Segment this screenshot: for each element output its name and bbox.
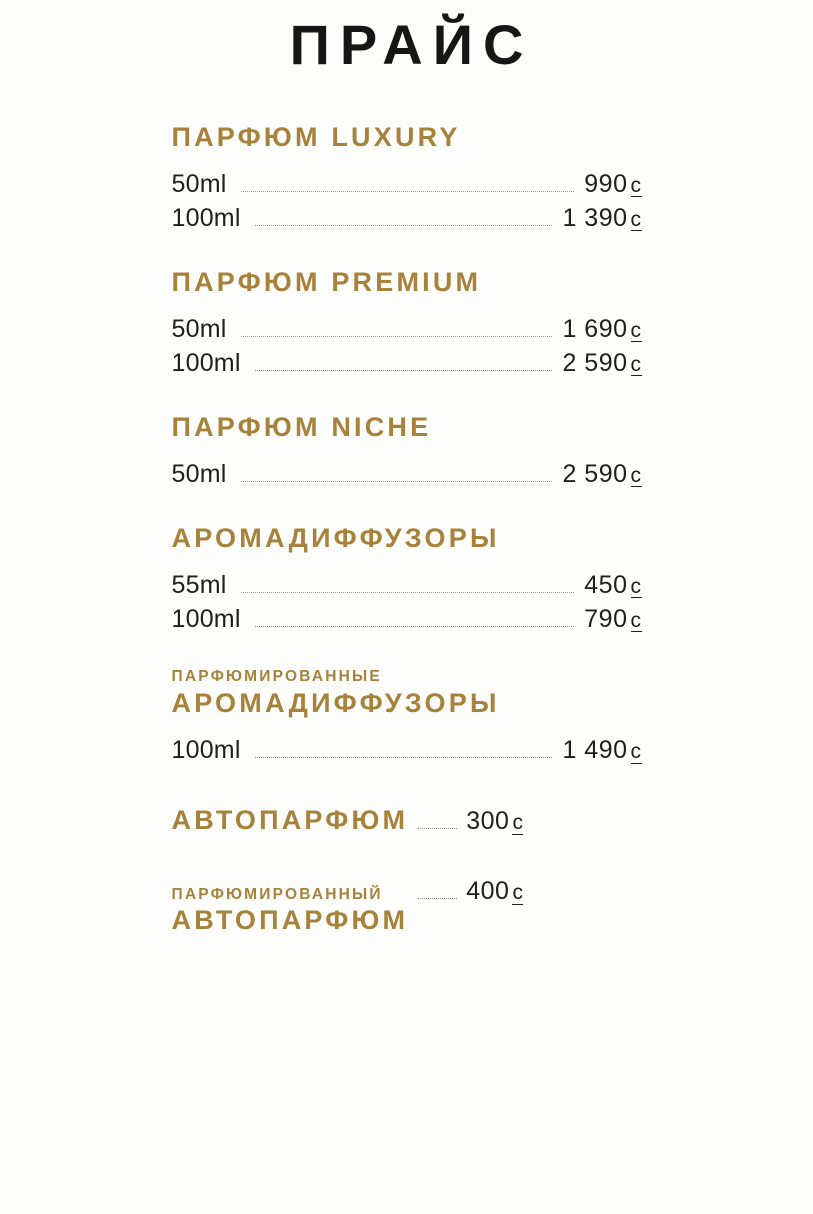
section-rows	[172, 571, 642, 634]
section-rows	[172, 736, 642, 765]
row-price-value: 1 390	[562, 203, 628, 232]
currency-symbol: c	[630, 318, 642, 342]
section-heading-wrap	[172, 886, 409, 936]
currency-symbol: c	[630, 740, 642, 764]
leader-dots	[241, 335, 553, 337]
currency-symbol: c	[512, 811, 524, 835]
row-price-value: 2 590	[562, 348, 628, 377]
row-price	[584, 170, 641, 199]
row-price	[466, 877, 523, 906]
row-price	[562, 315, 641, 344]
section-heading: АРОМАДИФФУЗОРЫ	[171, 522, 500, 553]
row-volume: 50ml	[171, 459, 227, 488]
section-perfume-premium	[172, 267, 642, 378]
row-price-value: 2 590	[562, 459, 628, 488]
price-row	[172, 571, 642, 600]
row-price	[562, 349, 641, 378]
row-volume: 100ml	[171, 203, 241, 232]
leader-dots	[255, 756, 553, 758]
page-title: ПРАЙС	[289, 13, 534, 76]
row-price-value: 1 490	[562, 736, 628, 765]
row-volume: 100ml	[171, 604, 241, 633]
price-row	[172, 736, 642, 765]
row-price-value: 400	[466, 877, 510, 906]
section-aroma-diffusers	[172, 523, 642, 634]
currency-symbol: c	[630, 352, 642, 376]
row-volume: 55ml	[171, 570, 227, 599]
section-heading-wrap	[172, 805, 409, 836]
section-perfume-niche	[172, 412, 642, 489]
row-price-value: 300	[466, 807, 510, 836]
section-rows	[172, 315, 642, 378]
price-row	[172, 349, 642, 378]
price-row	[172, 460, 642, 489]
section-heading: ПАРФЮМ NICHE	[171, 411, 432, 442]
leader-dots	[255, 625, 575, 627]
currency-symbol: c	[630, 608, 642, 632]
row-volume: 100ml	[171, 736, 241, 765]
section-subheading: ПАРФЮМИРОВАННЫЕ	[171, 667, 382, 685]
row-price	[562, 204, 641, 233]
price-list-page	[0, 14, 813, 1214]
section-heading: ПАРФЮМ LUXURY	[171, 121, 461, 152]
leader-dots	[241, 190, 575, 192]
row-price-value: 1 690	[562, 314, 628, 343]
row-price-value: 790	[584, 604, 628, 633]
section-perfume-luxury	[172, 122, 642, 233]
section-rows	[172, 170, 642, 233]
section-car-perfume	[172, 805, 642, 837]
row-price	[584, 571, 641, 600]
price-row	[172, 605, 642, 634]
row-price-value: 990	[584, 169, 628, 198]
price-row	[172, 170, 642, 199]
section-subheading: ПАРФЮМИРОВАННЫЙ	[171, 886, 383, 904]
leader-dots	[241, 480, 553, 482]
currency-symbol: c	[630, 463, 642, 487]
currency-symbol: c	[630, 574, 642, 598]
section-heading: АВТОПАРФЮМ	[171, 905, 409, 936]
section-perfumed-car-perfume	[172, 877, 642, 936]
price-sections	[172, 122, 642, 936]
section-rows	[172, 460, 642, 489]
row-price-value: 450	[584, 570, 628, 599]
price-row	[172, 204, 642, 233]
row-price	[466, 807, 523, 836]
section-perfumed-aroma-diffusers	[172, 668, 642, 766]
leader-dots	[417, 827, 457, 829]
row-price	[584, 605, 641, 634]
leader-dots	[241, 591, 575, 593]
row-volume: 100ml	[171, 348, 241, 377]
row-price	[562, 736, 641, 765]
leader-dots	[255, 369, 553, 371]
row-price	[562, 460, 641, 489]
row-volume: 50ml	[171, 314, 227, 343]
section-heading: АВТОПАРФЮМ	[171, 805, 409, 836]
leader-dots	[417, 897, 457, 899]
currency-symbol: c	[512, 881, 524, 905]
price-row	[172, 315, 642, 344]
leader-dots	[255, 224, 553, 226]
section-heading: ПАРФЮМ PREMIUM	[171, 266, 482, 297]
currency-symbol: c	[630, 173, 642, 197]
section-heading: АРОМАДИФФУЗОРЫ	[171, 688, 500, 719]
row-volume: 50ml	[171, 169, 227, 198]
currency-symbol: c	[630, 207, 642, 231]
